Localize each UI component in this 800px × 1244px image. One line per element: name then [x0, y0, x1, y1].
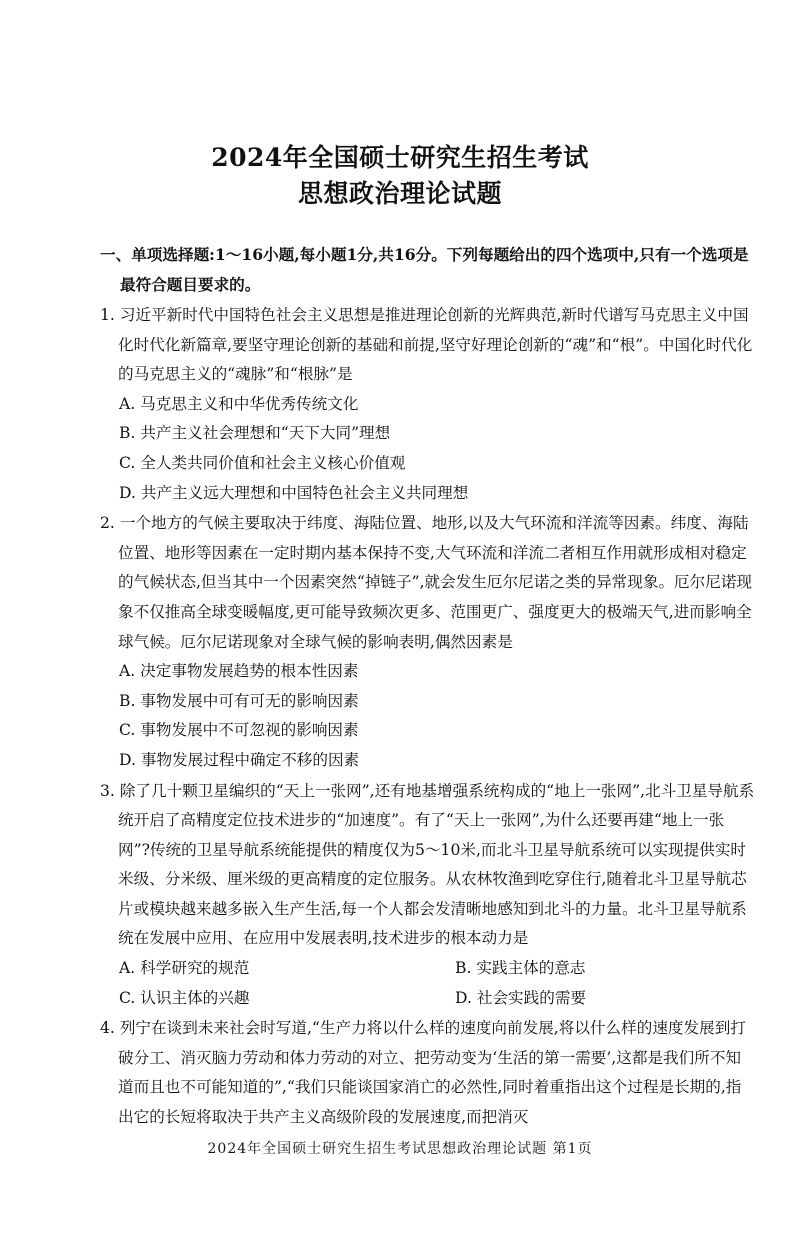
option-b: B. 事物发展中可有可无的影响因素: [119, 691, 359, 710]
question-2: [100, 509, 756, 775]
title-block: [0, 140, 800, 212]
option-d: D. 事物发展过程中确定不移的因素: [119, 750, 360, 769]
question-stem: 3. 除了几十颗卫星编织的“天上一张网”,还有地基增强系统构成的“地上一张网”,北斗卫星导航系统开启了高精度定位技术进步的“加速度”。有了“天上一张网”,为什么还要再建“地上一张网”?传统的卫星导航系统能提供的精度仅为5～10米,而北斗卫星导航系统可以实现提供实时米级、分米级、厘米级的更高精度的定位服务。从农林牧渔到吃穿住行,随着北斗卫星导航芯片或模块越来越多嵌入生产生活,每一个人都会发清晰地感知到北斗的力量。北斗卫星导航系统在发展中应用、在应用中发展表明,技术进步的根本动力是: [100, 781, 755, 948]
option-d: D. 社会实践的需要: [455, 988, 587, 1007]
page-footer: 2024年全国硕士研究生招生考试思想政治理论试题 第1页: [207, 1141, 593, 1157]
option-c: C. 全人类共同价值和社会主义核心价值观: [119, 453, 406, 472]
option-b: B. 共产主义社会理想和“天下大同”理想: [119, 424, 391, 443]
option-grid: [100, 954, 756, 1013]
question-stem: 4. 列宁在谈到未来社会时写道,“生产力将以什么样的速度向前发展,将以什么样的速度发展到打破分工、消灭脑力劳动和体力劳动的对立、把劳动变为‘生活的第一需要’,这都是我们所不知道而且也不可能知道的”,“我们只能谈国家消亡的必然性,同时着重指出这个过程是长期的,指出它的长短将取决于共产主义高级阶段的发展速度,而把消灭: [100, 1019, 746, 1127]
option-c: C. 事物发展中不可忽视的影响因素: [119, 721, 359, 740]
section-heading: 一、单项选择题:1～16小题,每小题1分,共16分。下列每题给出的四个选项中,只有一个选项是最符合题目要求的。: [100, 245, 749, 294]
option-list: [100, 657, 756, 775]
question-1: [100, 301, 756, 508]
option-a: A. 科学研究的规范: [119, 959, 250, 978]
exam-body: [100, 240, 756, 1133]
option-b: B. 实践主体的意志: [455, 959, 586, 978]
exam-title: 2024年全国硕士研究生招生考试: [211, 143, 589, 172]
question-stem: 1. 习近平新时代中国特色社会主义思想是推进理论创新的光辉典范,新时代谱写马克思主义中国化时代化新篇章,要坚守理论创新的基础和前提,坚守好理论创新的“魂”和“根”。中国化时代化的马克思主义的“魂脉”和“根脉”是: [100, 306, 753, 384]
option-d: D. 共产主义远大理想和中国特色社会主义共同理想: [119, 483, 469, 502]
option-c: C. 认识主体的兴趣: [119, 988, 250, 1007]
option-list: [100, 390, 756, 508]
exam-subtitle: 思想政治理论试题: [297, 179, 502, 208]
question-3: [100, 777, 756, 1014]
option-a: A. 马克思主义和中华优秀传统文化: [119, 394, 359, 413]
option-a: A. 决定事物发展趋势的根本性因素: [119, 662, 359, 681]
question-stem: 2. 一个地方的气候主要取决于纬度、海陆位置、地形,以及大气环流和洋流等因素。纬度、海陆位置、地形等因素在一定时期内基本保持不变,大气环流和洋流二者相互作用就形成相对稳定的气候状态,但当其中一个因素突然“掉链子”,就会发生厄尔尼诺之类的异常现象。厄尔尼诺现象不仅推高全球变暖幅度,更可能导致频次更多、范围更广、强度更大的极端天气,进而影响全球气候。厄尔尼诺现象对全球气候的影响表明,偶然因素是: [100, 514, 753, 651]
question-4: [100, 1014, 756, 1132]
